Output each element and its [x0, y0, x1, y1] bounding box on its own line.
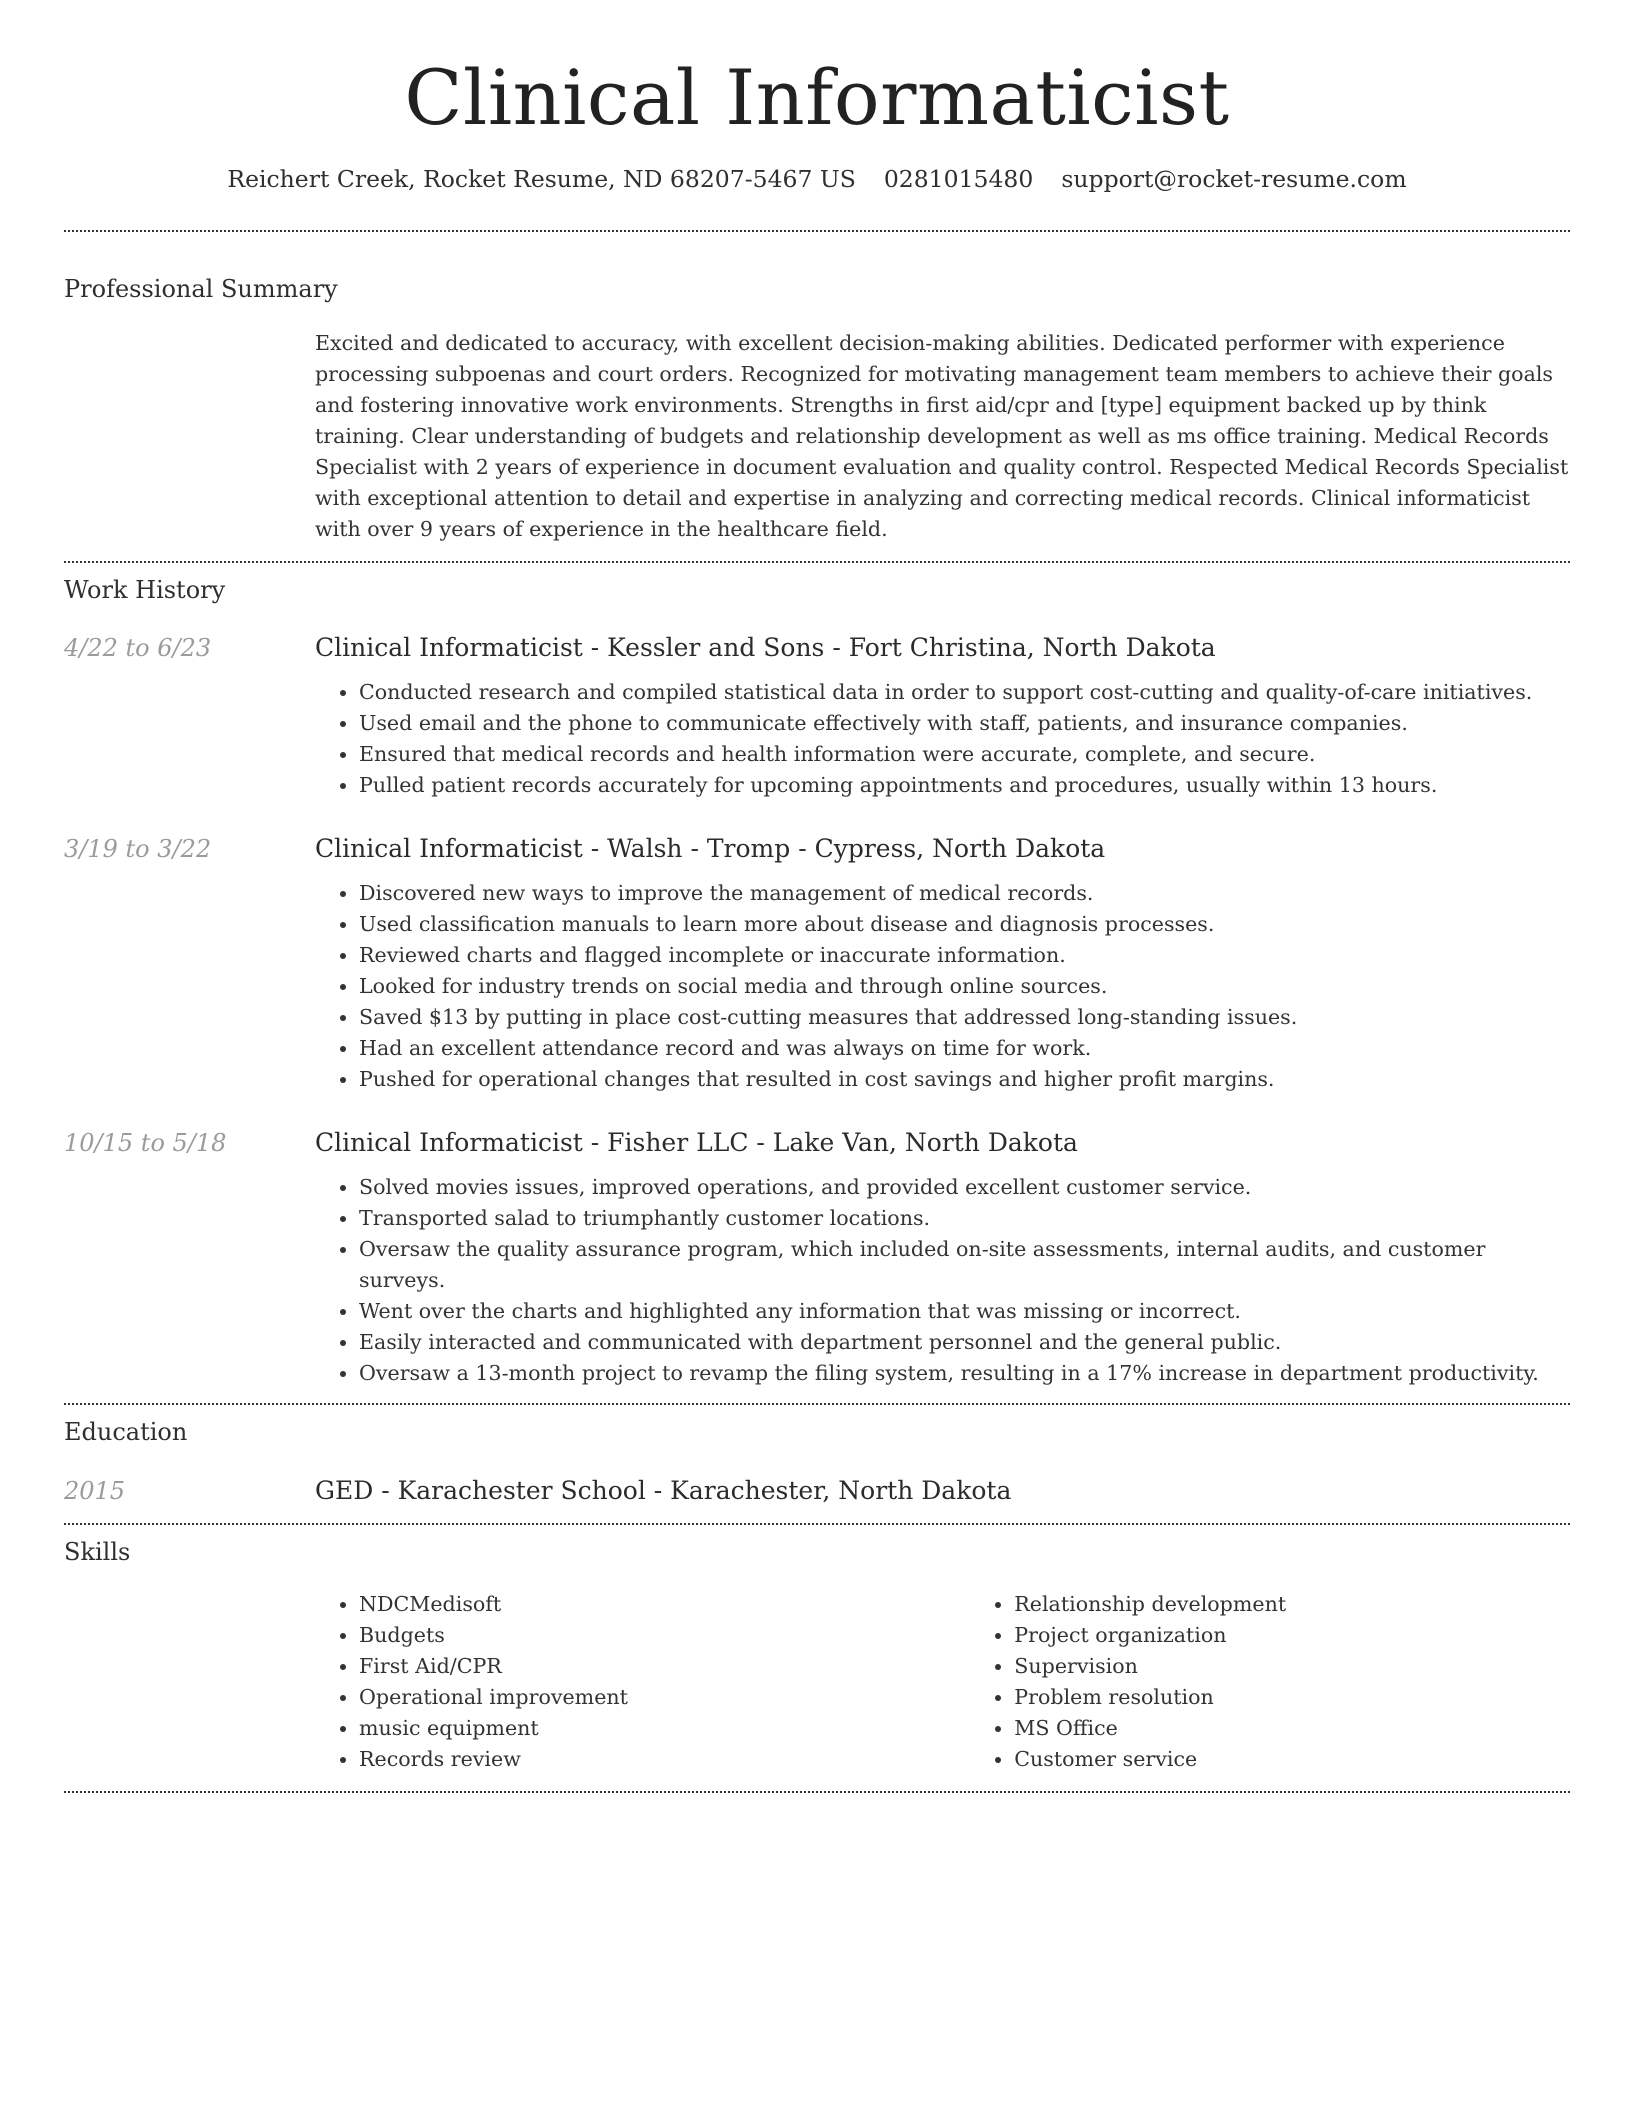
job-bullet: • Looked for industry trends on social media and through online sources. [359, 971, 1570, 1002]
skills-heading: Skills [64, 1538, 131, 1566]
divider-summary [64, 561, 1570, 563]
job-bullet: • Used email and the phone to communicate effectively with staff, patients, and insurance companies. [359, 708, 1570, 739]
summary-heading: Professional Summary [64, 275, 338, 303]
job-bullet: • Conducted research and compiled statistical data in order to support cost-cutting and quality-of-care initiatives. [359, 677, 1570, 708]
education-entry [64, 1475, 1570, 1507]
skill-item: • NDCMedisoft [359, 1589, 970, 1620]
skill-item: • Customer service [1014, 1744, 1570, 1775]
job-bullet: • Saved $13 by putting in place cost-cutting measures that addressed long-standing issues. [359, 1002, 1570, 1033]
skill-item: • Problem resolution [1014, 1682, 1570, 1713]
skill-item: • Supervision [1014, 1651, 1570, 1682]
education-detail: GED - Karachester School - Karachester, North Dakota [315, 1476, 1012, 1505]
job-bullet: • Ensured that medical records and health information were accurate, complete, and secure. [359, 739, 1570, 770]
job-bullets [315, 677, 1570, 801]
resume-page [64, 0, 1570, 1793]
divider-work [64, 1403, 1570, 1405]
job-bullet: • Had an excellent attendance record and was always on time for work. [359, 1033, 1570, 1064]
job-bullet: • Easily interacted and communicated with department personnel and the general public. [359, 1327, 1570, 1358]
divider-skills [64, 1791, 1570, 1793]
job-date: 10/15 to 5/18 [64, 1129, 227, 1157]
job-heading: Clinical Informaticist - Walsh - Tromp - Cypress, North Dakota [315, 834, 1106, 863]
summary-text: Excited and dedicated to accuracy, with excellent decision-making abilities. Dedicated performer with experience processing subpoenas and court orders. Recognized for motivating management team members to achieve their goals and fostering innovative work environments. Strengths in first aid/cpr and [type] equipment backed up by think training. Clear understanding of budgets and relationship development as well as ms office training. Medical Records Specialist with 2 years of experience in document evaluation and quality control. Respected Medical Records Specialist with exceptional attention to detail and expertise in analyzing and correcting medical records. Clinical informaticist with over 9 years of experience in the healthcare field. [315, 331, 1569, 541]
job-bullet: • Oversaw the quality assurance program, which included on-site assessments, internal audits, and customer surveys. [359, 1234, 1570, 1296]
work-history-heading: Work History [64, 576, 226, 604]
divider-education [64, 1523, 1570, 1525]
skill-item: • First Aid/CPR [359, 1651, 970, 1682]
job-bullets [315, 878, 1570, 1095]
job-date: 4/22 to 6/23 [64, 634, 212, 662]
job-bullet: • Transported salad to triumphantly customer locations. [359, 1203, 1570, 1234]
job-bullet: • Oversaw a 13-month project to revamp the filing system, resulting in a 17% increase in department productivity. [359, 1358, 1570, 1389]
job-bullet: • Solved movies issues, improved operations, and provided excellent customer service. [359, 1172, 1570, 1203]
job-heading: Clinical Informaticist - Fisher LLC - Lake Van, North Dakota [315, 1128, 1078, 1157]
education-heading: Education [64, 1418, 188, 1446]
skills-column-right [970, 1589, 1570, 1775]
contact-phone: 0281015480 [883, 165, 1034, 193]
skills-grid [315, 1589, 1570, 1775]
job-heading: Clinical Informaticist - Kessler and Sons - Fort Christina, North Dakota [315, 633, 1216, 662]
contact-address: Reichert Creek, Rocket Resume, ND 68207-5467 US [227, 165, 856, 193]
skill-item: • Budgets [359, 1620, 970, 1651]
job-bullet: • Reviewed charts and flagged incomplete or inaccurate information. [359, 940, 1570, 971]
skill-item: • music equipment [359, 1713, 970, 1744]
job-bullets [315, 1172, 1570, 1389]
job-bullet: • Used classification manuals to learn more about disease and diagnosis processes. [359, 909, 1570, 940]
job-bullet: • Discovered new ways to improve the management of medical records. [359, 878, 1570, 909]
skill-item: • Relationship development [1014, 1589, 1570, 1620]
job-entry [64, 632, 1570, 801]
contact-email: support@rocket-resume.com [1061, 165, 1407, 193]
education-date: 2015 [64, 1477, 126, 1505]
job-bullet: • Pushed for operational changes that resulted in cost savings and higher profit margins. [359, 1064, 1570, 1095]
skill-item: • Operational improvement [359, 1682, 970, 1713]
job-bullet: • Pulled patient records accurately for upcoming appointments and procedures, usually within 13 hours. [359, 770, 1570, 801]
skills-column-left [315, 1589, 970, 1775]
job-entry [64, 833, 1570, 1095]
skill-item: • Project organization [1014, 1620, 1570, 1651]
skill-item: • Records review [359, 1744, 970, 1775]
resume-name: Clinical Informaticist [404, 53, 1230, 142]
job-bullet: • Went over the charts and highlighted any information that was missing or incorrect. [359, 1296, 1570, 1327]
contact-line [64, 164, 1570, 194]
divider-header [64, 230, 1570, 232]
job-entry [64, 1127, 1570, 1389]
skill-item: • MS Office [1014, 1713, 1570, 1744]
job-date: 3/19 to 3/22 [64, 835, 212, 863]
